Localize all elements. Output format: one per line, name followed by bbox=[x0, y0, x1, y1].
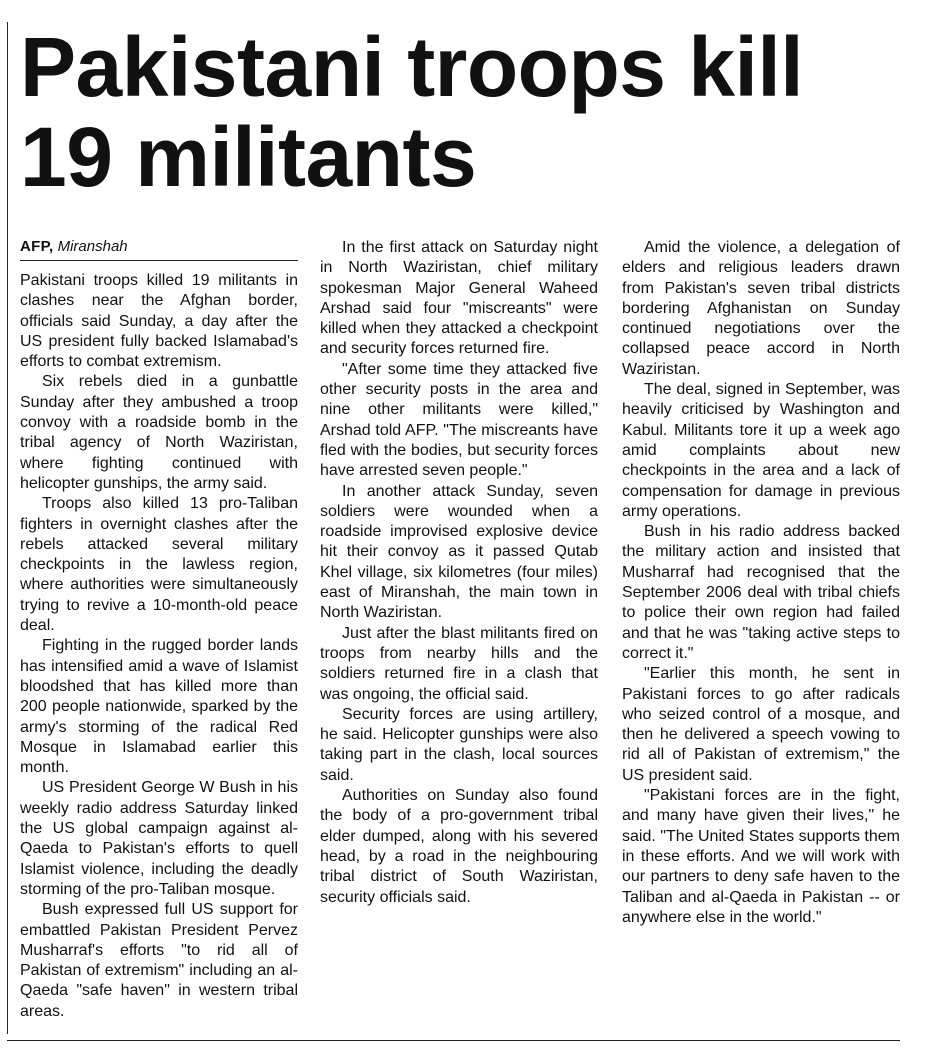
article-paragraph: In another attack Sunday, seven soldiers were wounded when a roadside improvised explosive device hit their convoy as it passed Qutab Khel village, six kilometres (four miles) east of Miranshah, the main town in North Waziristan. bbox=[320, 482, 598, 622]
article-column-1 bbox=[20, 238, 298, 1022]
article-paragraph: Authorities on Sunday also found the body of a pro-government tribal elder dumped, along with his severed head, by a road in the neighbouring tribal district of South Waziristan, security officials said. bbox=[320, 787, 598, 906]
article-paragraph: Fighting in the rugged border lands has intensified amid a wave of Islamist bloodshed that has killed more than 200 people nationwide, sparked by the army's storming of the radical Red Mosque in Islamabad earlier this month. bbox=[20, 637, 298, 777]
article-paragraph: US President George W Bush in his weekly radio address Saturday linked the US global campaign against al-Qaeda to Pakistan's efforts to quell Islamist violence, including the deadly storming of the pro-Taliban mosque. bbox=[20, 779, 298, 898]
article-column-2 bbox=[320, 238, 598, 908]
headline: Pakistani troops kill 19 militants bbox=[20, 20, 804, 204]
left-column-rule bbox=[7, 22, 8, 1034]
article-paragraph: Just after the blast militants fired on troops from nearby hills and the soldiers returned fire in a clash that was ongoing, the official said. bbox=[320, 624, 598, 703]
article-paragraph: Six rebels died in a gunbattle Sunday after they ambushed a troop convoy with a roadside bomb in the tribal agency of North Waziristan, where fighting continued with helicopter gunships, the army said. bbox=[20, 373, 298, 492]
byline-agency: AFP, bbox=[20, 238, 54, 255]
bottom-rule bbox=[7, 1040, 900, 1041]
article-paragraph: The deal, signed in September, was heavily criticised by Washington and Kabul. Militants tore it up a week ago amid complaints about new checkpoints in the area and a lack of compensation for damage in previous army operations. bbox=[622, 381, 900, 520]
article-paragraph: "Pakistani forces are in the fight, and many have given their lives," he said. "The United States supports them in these efforts. And we will work with our partners to deny safe haven to the Taliban and al-Qaeda in Pakistan -- or anywhere else in the world." bbox=[622, 787, 900, 926]
article-paragraph: Security forces are using artillery, he said. Helicopter gunships were also taking part in the clash, local sources said. bbox=[320, 705, 598, 784]
article-paragraph: Bush expressed full US support for embattled Pakistan President Pervez Musharraf's efforts "to rid all of Pakistan of extremism" including an al-Qaeda "safe haven" in western tribal areas. bbox=[20, 901, 298, 1020]
article-paragraph: Troops also killed 13 pro-Taliban fighters in overnight clashes after the rebels attacked several military checkpoints in the lawless region, where authorities were simultaneously trying to revive a 10-month-old peace deal. bbox=[20, 495, 298, 635]
article-paragraph: Pakistani troops killed 19 militants in clashes near the Afghan border, officials said Sunday, a day after the US president fully backed Islamabad's efforts to combat extremism. bbox=[20, 272, 298, 371]
article-paragraph: "After some time they attacked five other security posts in the area and nine other militants were killed," Arshad told AFP. "The miscreants have fled with the bodies, but security forces have arrested seven people." bbox=[320, 360, 598, 480]
byline-location: Miranshah bbox=[57, 238, 128, 255]
byline bbox=[20, 238, 298, 261]
article-paragraph: In the first attack on Saturday night in North Waziristan, chief military spokesman Major General Waheed Arshad said four "miscreants" were killed when they attacked a checkpoint and security forces returned fire. bbox=[320, 239, 598, 358]
article-column-3 bbox=[622, 238, 900, 928]
article-paragraph: Amid the violence, a delegation of elders and religious leaders drawn from Pakistan's seven tribal districts bordering Afghanistan on Sunday continued negotiations over the collapsed peace accord in North Waziristan. bbox=[622, 239, 900, 378]
article-paragraph: "Earlier this month, he sent in Pakistani forces to go after radicals who seized control of a mosque, and then he delivered a speech vowing to rid all of Pakistan of extremism," the US president said. bbox=[622, 665, 900, 784]
article-paragraph: Bush in his radio address backed the military action and insisted that Musharraf had recognised that the September 2006 deal with tribal chiefs to police their own region had failed and that he was "taking active steps to correct it." bbox=[622, 523, 900, 662]
